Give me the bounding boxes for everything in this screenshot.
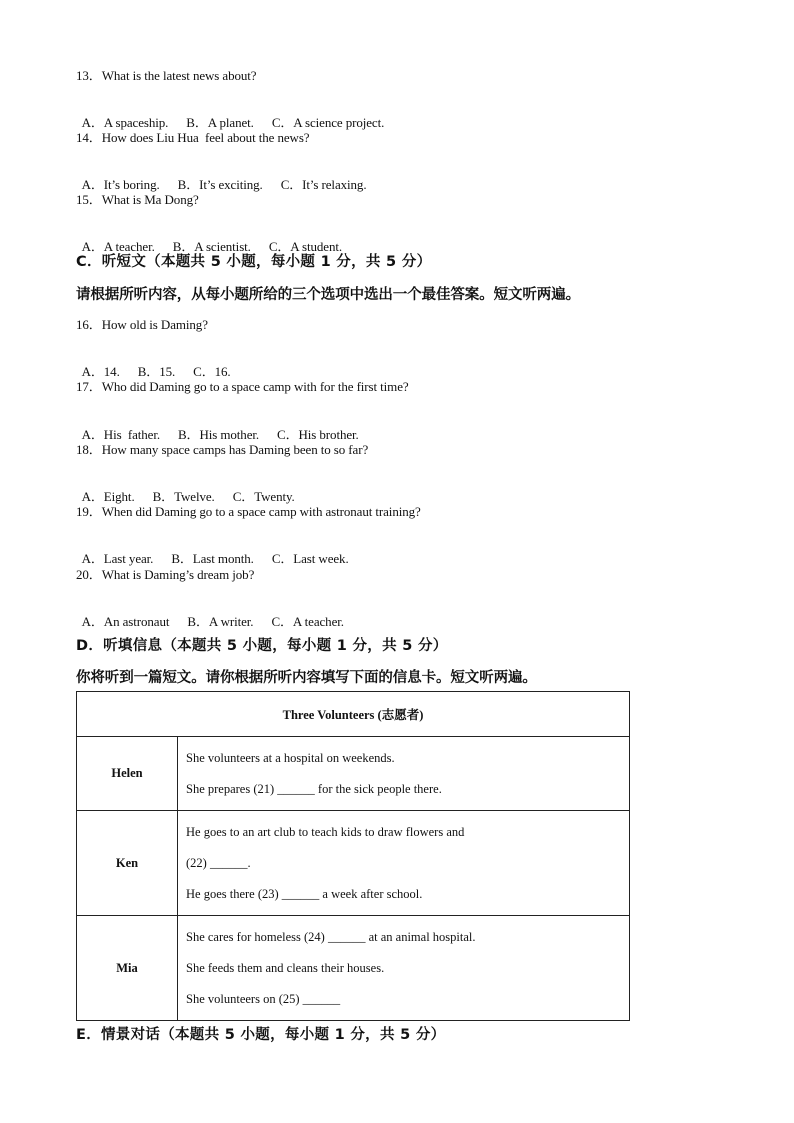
- info-line: He goes to an art club to teach kids to draw flowers and: [186, 825, 465, 839]
- info-line: She feeds them and cleans their houses.: [186, 961, 385, 975]
- table-row: [77, 811, 630, 916]
- question-17: 17．Who did Daming go to a space camp with for the first time?: [76, 379, 409, 394]
- options-13: [76, 96, 402, 131]
- table-title: Three Volunteers (志愿者): [77, 692, 630, 737]
- info-line: She prepares (21) ______ for the sick people there.: [186, 782, 442, 796]
- question-20: 20．What is Daming’s dream job?: [76, 567, 255, 582]
- volunteer-info: [178, 916, 630, 1021]
- option-b: B．A planet.: [186, 115, 254, 130]
- question-15: 15．What is Ma Dong?: [76, 192, 199, 207]
- option-a: A．An astronaut: [81, 614, 170, 629]
- option-c: C．It’s relaxing.: [280, 177, 367, 192]
- question-13: 13．What is the latest news about?: [76, 68, 257, 83]
- volunteer-name: Ken: [77, 811, 178, 916]
- info-line: She volunteers at a hospital on weekends.: [186, 751, 395, 765]
- info-line: (22) ______.: [186, 856, 251, 870]
- info-line: He goes there (23) ______ a week after school.: [186, 887, 423, 901]
- option-b: B．Twelve.: [152, 489, 215, 504]
- option-b: B．A writer.: [187, 614, 254, 629]
- options-17: [76, 408, 377, 443]
- question-18: 18．How many space camps has Daming been to so far?: [76, 442, 369, 457]
- options-19: [76, 532, 367, 567]
- option-c: C．His brother.: [277, 427, 359, 442]
- option-c: C．A science project.: [271, 115, 385, 130]
- option-a: A．14.: [81, 364, 120, 379]
- option-a: A．A teacher.: [81, 239, 155, 254]
- option-b: B．His mother.: [177, 427, 260, 442]
- options-20: [76, 595, 362, 630]
- info-line: She volunteers on (25) ______: [186, 992, 341, 1006]
- option-c: C．Last week.: [271, 551, 349, 566]
- option-c: C．A student.: [268, 239, 343, 254]
- option-a: A．It’s boring.: [81, 177, 160, 192]
- section-c-instruction: 请根据所听内容，从每小题所给的三个选项中选出一个最佳答案。短文听两遍。: [76, 287, 580, 303]
- option-c: C．16.: [193, 364, 231, 379]
- option-a: A．A spaceship.: [81, 115, 169, 130]
- volunteers-info-table: [76, 691, 630, 1021]
- option-a: A．His father.: [81, 427, 160, 442]
- table-row: [77, 737, 630, 811]
- info-line: She cares for homeless (24) ______ at an animal hospital.: [186, 930, 476, 944]
- question-14: 14．How does Liu Hua feel about the news?: [76, 130, 310, 145]
- option-a: A．Last year.: [81, 551, 154, 566]
- options-14: [76, 158, 384, 193]
- option-c: C．A teacher.: [271, 614, 344, 629]
- option-a: A．Eight.: [81, 489, 135, 504]
- table-row: [77, 916, 630, 1021]
- options-16: [76, 345, 249, 380]
- option-b: B．It’s exciting.: [177, 177, 263, 192]
- volunteer-info: [178, 737, 630, 811]
- question-19: 19．When did Daming go to a space camp with astronaut training?: [76, 504, 421, 519]
- section-d-instruction: 你将听到一篇短文。请你根据所听内容填写下面的信息卡。短文听两遍。: [76, 670, 537, 686]
- option-b: B．A scientist.: [172, 239, 251, 254]
- section-d-heading: D．听填信息（本题共 5 小题，每小题 1 分，共 5 分）: [76, 638, 448, 654]
- option-b: B．Last month.: [171, 551, 254, 566]
- question-16: 16．How old is Daming?: [76, 317, 208, 332]
- volunteer-name: Mia: [77, 916, 178, 1021]
- section-c-heading: C．听短文（本题共 5 小题，每小题 1 分，共 5 分）: [76, 254, 432, 270]
- option-c: C．Twenty.: [232, 489, 295, 504]
- volunteer-name: Helen: [77, 737, 178, 811]
- option-b: B．15.: [137, 364, 176, 379]
- options-18: [76, 470, 313, 505]
- section-e-heading: E．情景对话（本题共 5 小题，每小题 1 分，共 5 分）: [76, 1027, 446, 1043]
- volunteer-info: [178, 811, 630, 916]
